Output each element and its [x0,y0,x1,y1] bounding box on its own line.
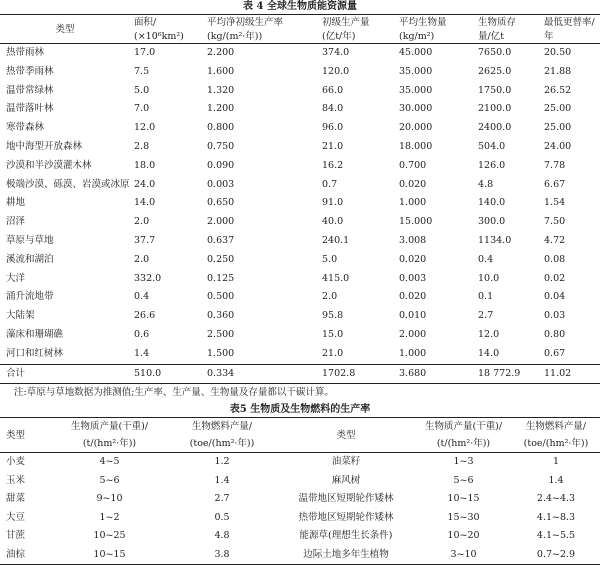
table5-header-fuel-right: 生物燃料产量/ [512,418,600,436]
table4-cell-area: 5.0 [134,84,150,96]
table4-cell-renewal: 0.04 [544,291,566,303]
table4-cell-stock: 4.8 [478,178,494,190]
table5-row [0,490,600,509]
table4-cell-renewal: 6.67 [544,178,566,190]
table4-cell-biomass: 15.000 [399,216,433,228]
table4-row [0,157,600,176]
table4-header-biomass-unit: (kg/m²) [395,29,474,44]
table4-row [0,326,600,345]
table5-header-biomass-unit-left: (t/(hm²·年)) [52,435,167,453]
table4-total-npp: 0.334 [203,364,318,384]
table4-cell-npp: 1.320 [207,84,235,96]
table4-header-npp: 平均净初级生产率 [203,15,318,30]
table4-cell-primary: 415.0 [322,272,350,284]
table4-cell-stock: 0.1 [478,291,494,303]
table4-total-row [0,364,600,384]
table4-total-area: 510.0 [130,364,203,384]
table4-cell-type: 草原与草地 [6,234,54,246]
table4-cell-biomass: 0.020 [399,253,427,265]
table5-cell-fuel-right: 1 [552,456,560,468]
table5-cell-fuel-left: 0.5 [214,511,230,523]
table4-header-renewal: 最低更替率/ [540,15,600,30]
table4-cell-npp: 0.250 [207,253,235,265]
table4-cell-primary: 120.0 [322,65,350,77]
table5-row [0,509,600,528]
table4-cell-npp: 0.637 [207,234,235,246]
table4-cell-stock: 0.4 [478,253,494,265]
table4-cell-biomass: 1.000 [399,347,427,359]
table4-cell-type: 极端沙漠、砾漠、岩漠或冰原 [6,178,130,190]
table4-row [0,63,600,82]
table5-cell-biomass-right: 10~20 [447,530,480,542]
table4-cell-stock: 1750.0 [478,84,512,96]
table4-cell-biomass: 0.020 [399,178,427,190]
table4-header-stock: 生物质存 [474,15,540,30]
table5-cell-type-right: 热带地区短期轮作矮林 [298,511,394,523]
table4-header-primary: 初级生产量 [318,15,395,30]
table4-cell-area: 0.6 [134,328,150,340]
table5-cell-biomass-right: 15~30 [447,511,480,523]
table4-note: 注:草原与草地数据为推测值;生产率、生产量、生物量及存量都以干碳计算。 [14,387,334,399]
table4-cell-npp: 1.500 [207,347,235,359]
table4-cell-npp: 0.750 [207,140,235,152]
table4-cell-stock: 2400.0 [478,122,512,134]
table5-row [0,527,600,546]
table4-cell-renewal: 21.88 [544,65,572,77]
table4-cell-renewal: 4.72 [544,234,566,246]
table5-cell-biomass-left: 9~10 [96,493,123,505]
table4-row [0,100,600,119]
table4-cell-stock: 12.0 [478,328,500,340]
table4-row [0,270,600,289]
table5-cell-fuel-right: 2.4~4.3 [536,493,576,505]
table4-cell-renewal: 25.00 [544,103,572,115]
table4-cell-area: 24.0 [134,178,156,190]
table4-cell-type: 沙漠和半沙漠灌木林 [6,159,92,171]
table4-cell-stock: 126.0 [478,159,506,171]
table4-cell-renewal: 0.67 [544,347,566,359]
table4-cell-area: 12.0 [134,122,156,134]
table4-cell-primary: 2.0 [322,291,338,303]
table4-cell-area: 2.8 [134,140,150,152]
table5-header-biomass-unit-right: (t/(hm²·年)) [415,435,512,453]
table5-cell-fuel-left: 1.4 [214,474,230,486]
table5-body [0,453,600,565]
table4-cell-primary: 374.0 [322,47,350,58]
table4-cell-stock: 14.0 [478,347,500,359]
table4-cell-stock: 300.0 [478,216,506,228]
table4-header-biomass: 平均生物量 [395,15,474,30]
table4-cell-biomass: 0.003 [399,272,427,284]
table4-total-label: 合计 [0,364,130,384]
table4-cell-biomass: 35.000 [399,65,433,77]
table4-cell-renewal: 20.50 [544,47,572,58]
table4-cell-area: 2.0 [134,253,150,265]
table4-cell-npp: 0.800 [207,122,235,134]
table4-cell-area: 26.6 [134,310,156,322]
table4-cell-npp: 2.200 [207,47,235,58]
table4-cell-stock: 10.0 [478,272,500,284]
table4-row [0,345,600,364]
table4-cell-renewal: 0.08 [544,253,566,265]
table4-cell-npp: 0.360 [207,310,235,322]
table4-cell-biomass: 0.020 [399,291,427,303]
table4-row [0,119,600,138]
table4-cell-npp: 0.090 [207,159,235,171]
table4-cell-area: 14.0 [134,197,156,209]
table4-cell-renewal: 7.50 [544,216,566,228]
table5-cell-type-left: 甜菜 [6,493,26,505]
table5-cell-biomass-left: 5~6 [99,474,120,486]
table4-row [0,138,600,157]
table4-cell-type: 溪流和湖泊 [6,253,54,265]
table4-cell-renewal: 7.78 [544,159,566,171]
table4-cell-primary: 66.0 [322,84,344,96]
table4-cell-primary: 96.0 [322,122,344,134]
table4-header-npp-unit: (kg/(m²·年)) [203,29,318,44]
table4-cell-primary: 16.2 [322,159,344,171]
table5-row [0,453,600,472]
table4-total-renewal: 11.02 [540,364,600,384]
table4-cell-type: 河口和红树林 [6,347,64,359]
table4-cell-type: 热带雨林 [6,47,45,58]
table5-cell-type-left: 甘蔗 [6,530,26,542]
table4-cell-npp: 0.500 [207,291,235,303]
table4-cell-primary: 21.0 [322,347,344,359]
table4-cell-stock: 140.0 [478,197,506,209]
table4-cell-biomass: 0.010 [399,310,427,322]
table4-cell-npp: 2.000 [207,216,235,228]
table4-cell-primary: 15.0 [322,328,344,340]
table4-cell-type: 耕地 [6,197,26,209]
table4-cell-npp: 1.600 [207,65,235,77]
table5-header-type-left: 类型 [0,418,52,453]
table4-row [0,288,600,307]
table4-header-area-unit: (×10⁶km²) [130,29,203,44]
table4-cell-type: 沼泽 [6,216,26,228]
table4-body [0,44,600,365]
table4-cell-npp: 2.500 [207,328,235,340]
table4-row [0,232,600,251]
table4 [0,14,600,384]
table4-cell-type: 涌升流地带 [6,291,54,303]
table4-cell-area: 7.0 [134,103,150,115]
table4-row [0,307,600,326]
table4-header-row-1 [0,15,600,30]
table5-cell-fuel-left: 2.7 [214,493,230,505]
table5-cell-biomass-right: 5~6 [453,474,474,486]
table4-header-stock-unit: 量/亿t [474,29,540,44]
table4-total-primary: 1702.8 [318,364,395,384]
table4-cell-stock: 2100.0 [478,103,512,115]
table4-header-primary-unit: (亿t/年) [318,29,395,44]
table4-cell-npp: 1.200 [207,103,235,115]
table4-cell-biomass: 1.000 [399,197,427,209]
table4-cell-renewal: 1.54 [544,197,566,209]
table4-header-type: 类型 [0,15,130,44]
table4-cell-primary: 0.7 [322,178,338,190]
table4-row [0,176,600,195]
table4-cell-biomass: 18.000 [399,140,433,152]
table4-total-stock: 18 772.9 [474,364,540,384]
table5-row [0,546,600,565]
table4-caption: 表 4 全球生物质能资源量 [243,1,357,12]
table4-cell-type: 大洋 [6,272,26,284]
table5-header-biomass-right: 生物质产量(干重)/ [415,418,512,436]
table5-cell-biomass-right: 10~15 [447,493,480,505]
table5-header-fuel-unit-right: (toe/(hm²·年)) [512,435,600,453]
table5-cell-type-right: 边际土地多年生植物 [277,546,415,565]
table4-cell-type: 热带季雨林 [6,65,54,77]
table4-cell-area: 1.4 [134,347,150,359]
table4-cell-area: 332.0 [134,272,162,284]
table4-cell-npp: 0.125 [207,272,235,284]
table4-cell-stock: 7650.0 [478,47,512,58]
table4-cell-renewal: 0.02 [544,272,566,284]
table4-cell-biomass: 20.000 [399,122,433,134]
table4-row [0,251,600,270]
table5-cell-type-right: 能源草(理想生长条件) [299,530,393,542]
table4-row [0,213,600,232]
table5-header-fuel-left: 生物燃料产量/ [167,418,277,436]
table4-cell-biomass: 3.008 [399,234,427,246]
table4-cell-renewal: 25.00 [544,122,572,134]
table4-cell-stock: 504.0 [478,140,506,152]
table4-cell-primary: 40.0 [322,216,344,228]
table5-cell-biomass-left: 4~5 [99,456,120,468]
table4-header-renewal-unit: 年 [540,29,600,44]
table4-cell-renewal: 26.52 [544,84,572,96]
table5-header-type-right: 类型 [277,418,415,453]
table4-cell-area: 7.5 [134,65,150,77]
table4-cell-renewal: 0.03 [544,310,566,322]
table4-cell-type: 藻床和珊瑚礁 [6,328,64,340]
table5-row [0,472,600,491]
table5-cell-biomass-left: 1~2 [99,511,120,523]
table5-cell-type-left: 玉米 [6,474,26,486]
table5 [0,417,600,565]
table5-cell-type-right: 麻风树 [331,474,361,486]
table4-header-area: 面积/ [130,15,203,30]
table4-cell-type: 地中海型开放森林 [6,140,83,152]
table4-cell-type: 寒带森林 [6,122,45,134]
table5-cell-biomass-right: 3~10 [415,546,512,565]
table5-header-row-1 [0,418,600,436]
table5-caption: 表5 生物质及生物燃料的生产率 [229,404,371,416]
table5-cell-fuel-right: 4.1~5.5 [536,530,576,542]
table5-cell-fuel-left: 4.8 [214,530,230,542]
table4-row [0,82,600,101]
table5-cell-fuel-left: 1.2 [214,456,230,468]
table4-cell-npp: 0.650 [207,197,235,209]
table5-cell-type-right: 温带地区短期轮作矮林 [298,493,394,505]
table5-header-fuel-unit-left: (toe/(hm²·年)) [167,435,277,453]
table4-cell-primary: 91.0 [322,197,344,209]
table5-cell-fuel-right: 4.1~8.3 [536,511,576,523]
table4-cell-biomass: 45.000 [399,47,433,58]
table5-cell-biomass-left: 10~15 [52,546,167,565]
table5-cell-type-left: 油棕 [0,546,52,565]
table4-cell-stock: 1134.0 [478,234,512,246]
table4-row [0,194,600,213]
table4-cell-type: 大陆架 [6,310,35,322]
table5-cell-type-left: 小麦 [6,456,26,468]
table4-cell-primary: 84.0 [322,103,344,115]
table4-cell-primary: 240.1 [322,234,350,246]
table4-cell-type: 温带常绿林 [6,84,54,96]
table4-cell-stock: 2625.0 [478,65,512,77]
table5-cell-fuel-right: 0.7~2.9 [512,546,600,565]
table5-cell-fuel-left: 3.8 [167,546,277,565]
table4-cell-type: 温带落叶林 [6,103,54,115]
table4-row [0,44,600,63]
table4-cell-primary: 21.0 [322,140,344,152]
table5-cell-fuel-right: 1.4 [548,474,564,486]
table4-cell-stock: 2.7 [478,310,494,322]
table4-cell-primary: 95.8 [322,310,344,322]
table4-cell-primary: 5.0 [322,253,338,265]
table5-cell-type-left: 大豆 [6,511,26,523]
table4-total-biomass: 3.680 [395,364,474,384]
table5-cell-biomass-right: 1~3 [453,456,474,468]
table4-cell-area: 37.7 [134,234,156,246]
table4-cell-npp: 0.003 [207,178,235,190]
table4-cell-area: 2.0 [134,216,150,228]
table4-cell-biomass: 0.700 [399,159,427,171]
table4-cell-renewal: 24.00 [544,140,572,152]
table5-cell-type-right: 油菜籽 [331,456,361,468]
table4-cell-renewal: 0.80 [544,328,566,340]
table4-cell-biomass: 2.000 [399,328,427,340]
table4-cell-area: 17.0 [134,47,156,58]
table5-header-biomass-left: 生物质产量(干重)/ [52,418,167,436]
table4-cell-biomass: 30.000 [399,103,433,115]
table4-cell-biomass: 35.000 [399,84,433,96]
table4-cell-area: 0.4 [134,291,150,303]
table5-cell-biomass-left: 10~25 [93,530,126,542]
table4-cell-area: 18.0 [134,159,156,171]
